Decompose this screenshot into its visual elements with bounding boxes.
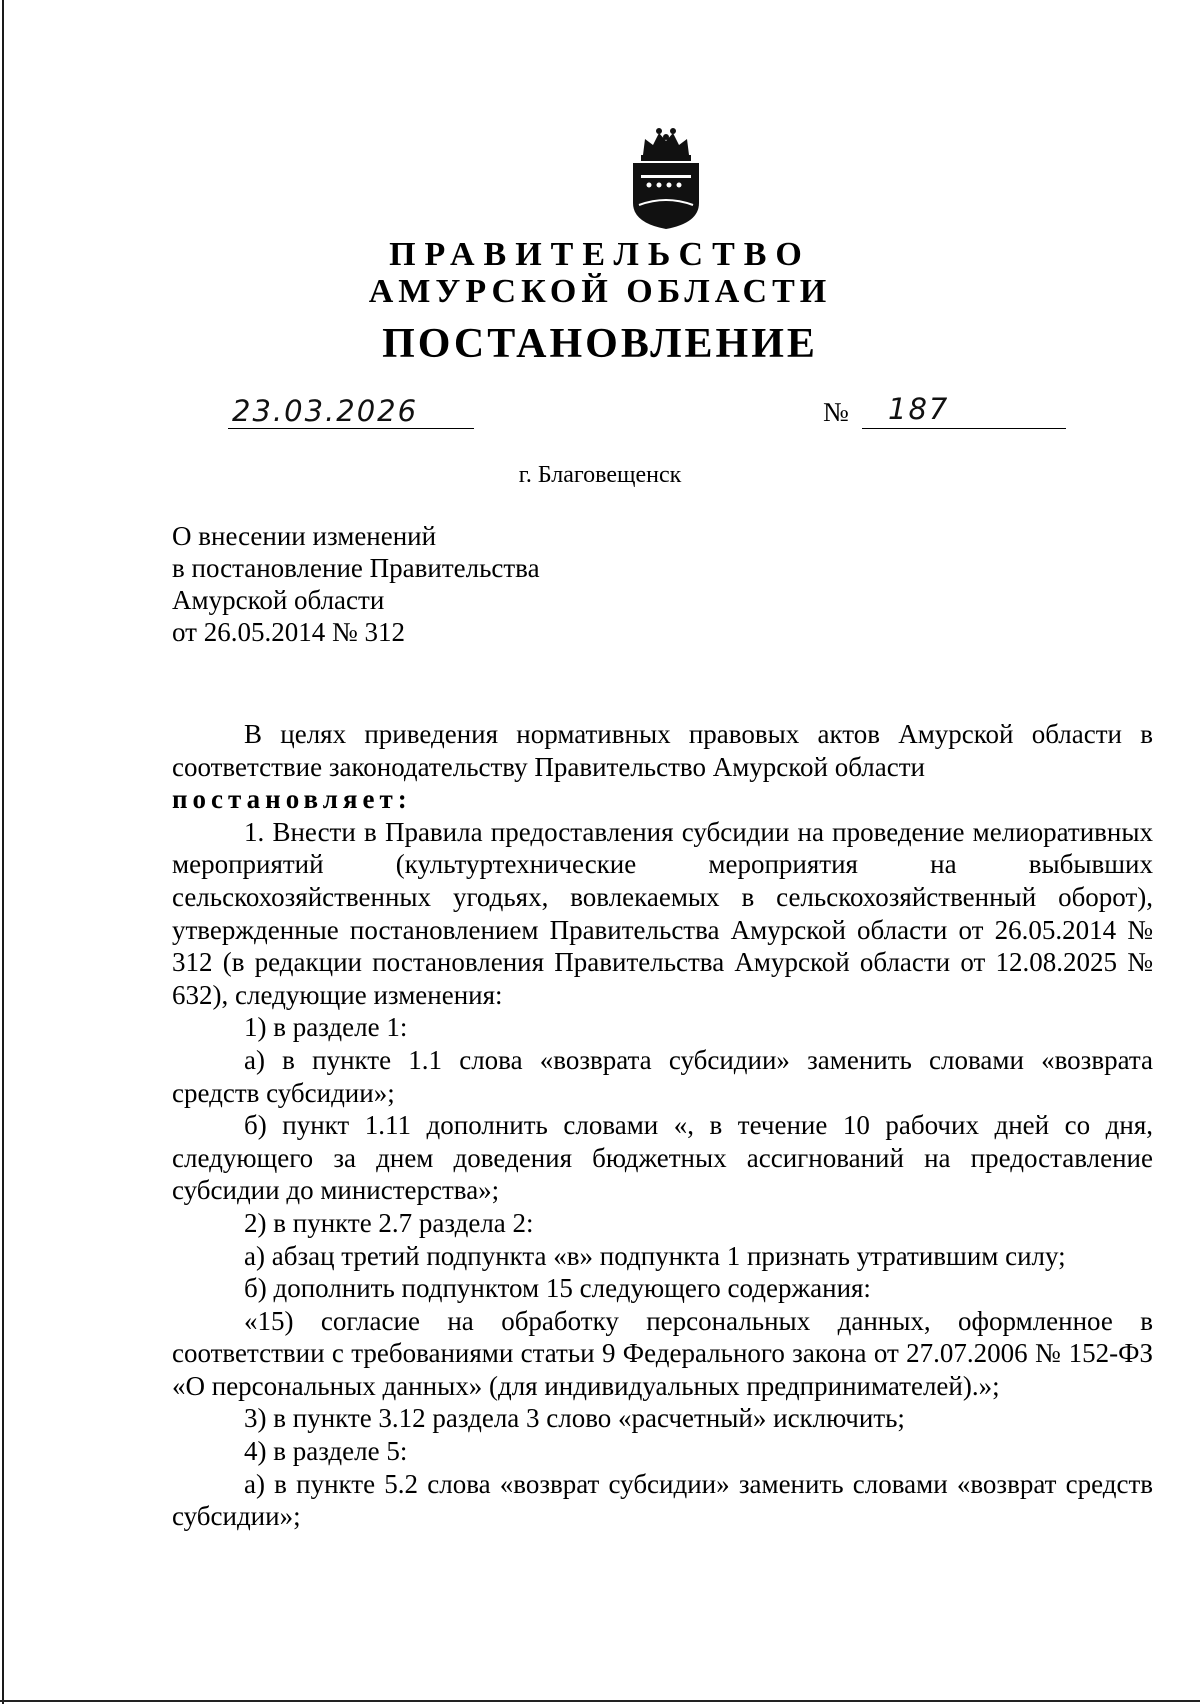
document-body <box>172 718 1153 1533</box>
body-paragraph: 1) в разделе 1: <box>244 1012 408 1043</box>
body-paragraph: 2) в пункте 2.7 раздела 2: <box>244 1207 534 1238</box>
body-paragraph: «15) согласие на обработку персональных данных, оформленное в соответствии с требованиями статьи 9 Федерального закона от 27.07.2006 № 152-ФЗ «О персональных данных» (для индивидуальных предпринимателей).»; <box>172 1305 1153 1401</box>
document-date: 23.03.2026 <box>232 394 419 428</box>
body-paragraph: 4) в разделе 5: <box>244 1436 408 1467</box>
subject-line: О внесении изменений <box>172 521 437 551</box>
body-paragraph: 3) в пункте 3.12 раздела 3 слово «расчетный» исключить; <box>244 1403 905 1434</box>
coat-of-arms-icon <box>625 125 707 230</box>
body-paragraph: а) абзац третий подпункта «в» подпункта 1 признать утратившим силу; <box>244 1240 1066 1271</box>
body-paragraph: б) дополнить подпунктом 15 следующего содержания: <box>244 1273 871 1304</box>
org-name-line1: ПРАВИТЕЛЬСТВО <box>389 236 811 273</box>
intro-paragraph: В целях приведения нормативных правовых актов Амурской области в соответствие законодательству Правительство Амурской области <box>172 719 1153 782</box>
body-paragraph: а) в пункте 5.2 слова «возврат субсидии» заменить словами «возврат средств субсидии»; <box>172 1468 1153 1532</box>
document-number: 187 <box>888 392 950 426</box>
body-paragraph: 1. Внести в Правила предоставления субсидии на проведение мелиоративных мероприятий (культуртехнические мероприятия на выбывших сельскохозяйственных угодьях, вовлекаемых в сельскохозяйственный оборот), утвержденные постановлением Правительства Амурской области от 26.05.2014 № 312 (в редакции постановления Правительства Амурской области от 12.08.2025 № 632), следующие изменения: <box>172 816 1153 1010</box>
doc-type-title: ПОСТАНОВЛЕНИЕ <box>382 321 818 367</box>
subject-line: в постановление Правительства <box>172 553 540 583</box>
document-subject <box>172 520 540 648</box>
page-edge-bottom <box>0 1700 1200 1702</box>
decree-line <box>172 783 1153 816</box>
city-name: г. Благовещенск <box>518 462 682 488</box>
body-paragraph: б) пункт 1.11 дополнить словами «, в течение 10 рабочих дней со дня, следующего за днем доведения бюджетных ассигнований на предоставление субсидии до министерства»; <box>172 1110 1153 1206</box>
subject-line: Амурской области <box>172 585 385 615</box>
date-underline <box>228 428 474 429</box>
subject-line: от 26.05.2014 № 312 <box>172 617 405 647</box>
org-name-line2: АМУРСКОЙ ОБЛАСТИ <box>368 273 832 310</box>
decree-word: постановляет: <box>172 784 412 815</box>
number-underline <box>862 428 1066 429</box>
number-sign: № <box>823 397 849 427</box>
body-paragraph: а) в пункте 1.1 слова «возврата субсидии» заменить словами «возврата средств субсидии»; <box>172 1044 1153 1108</box>
